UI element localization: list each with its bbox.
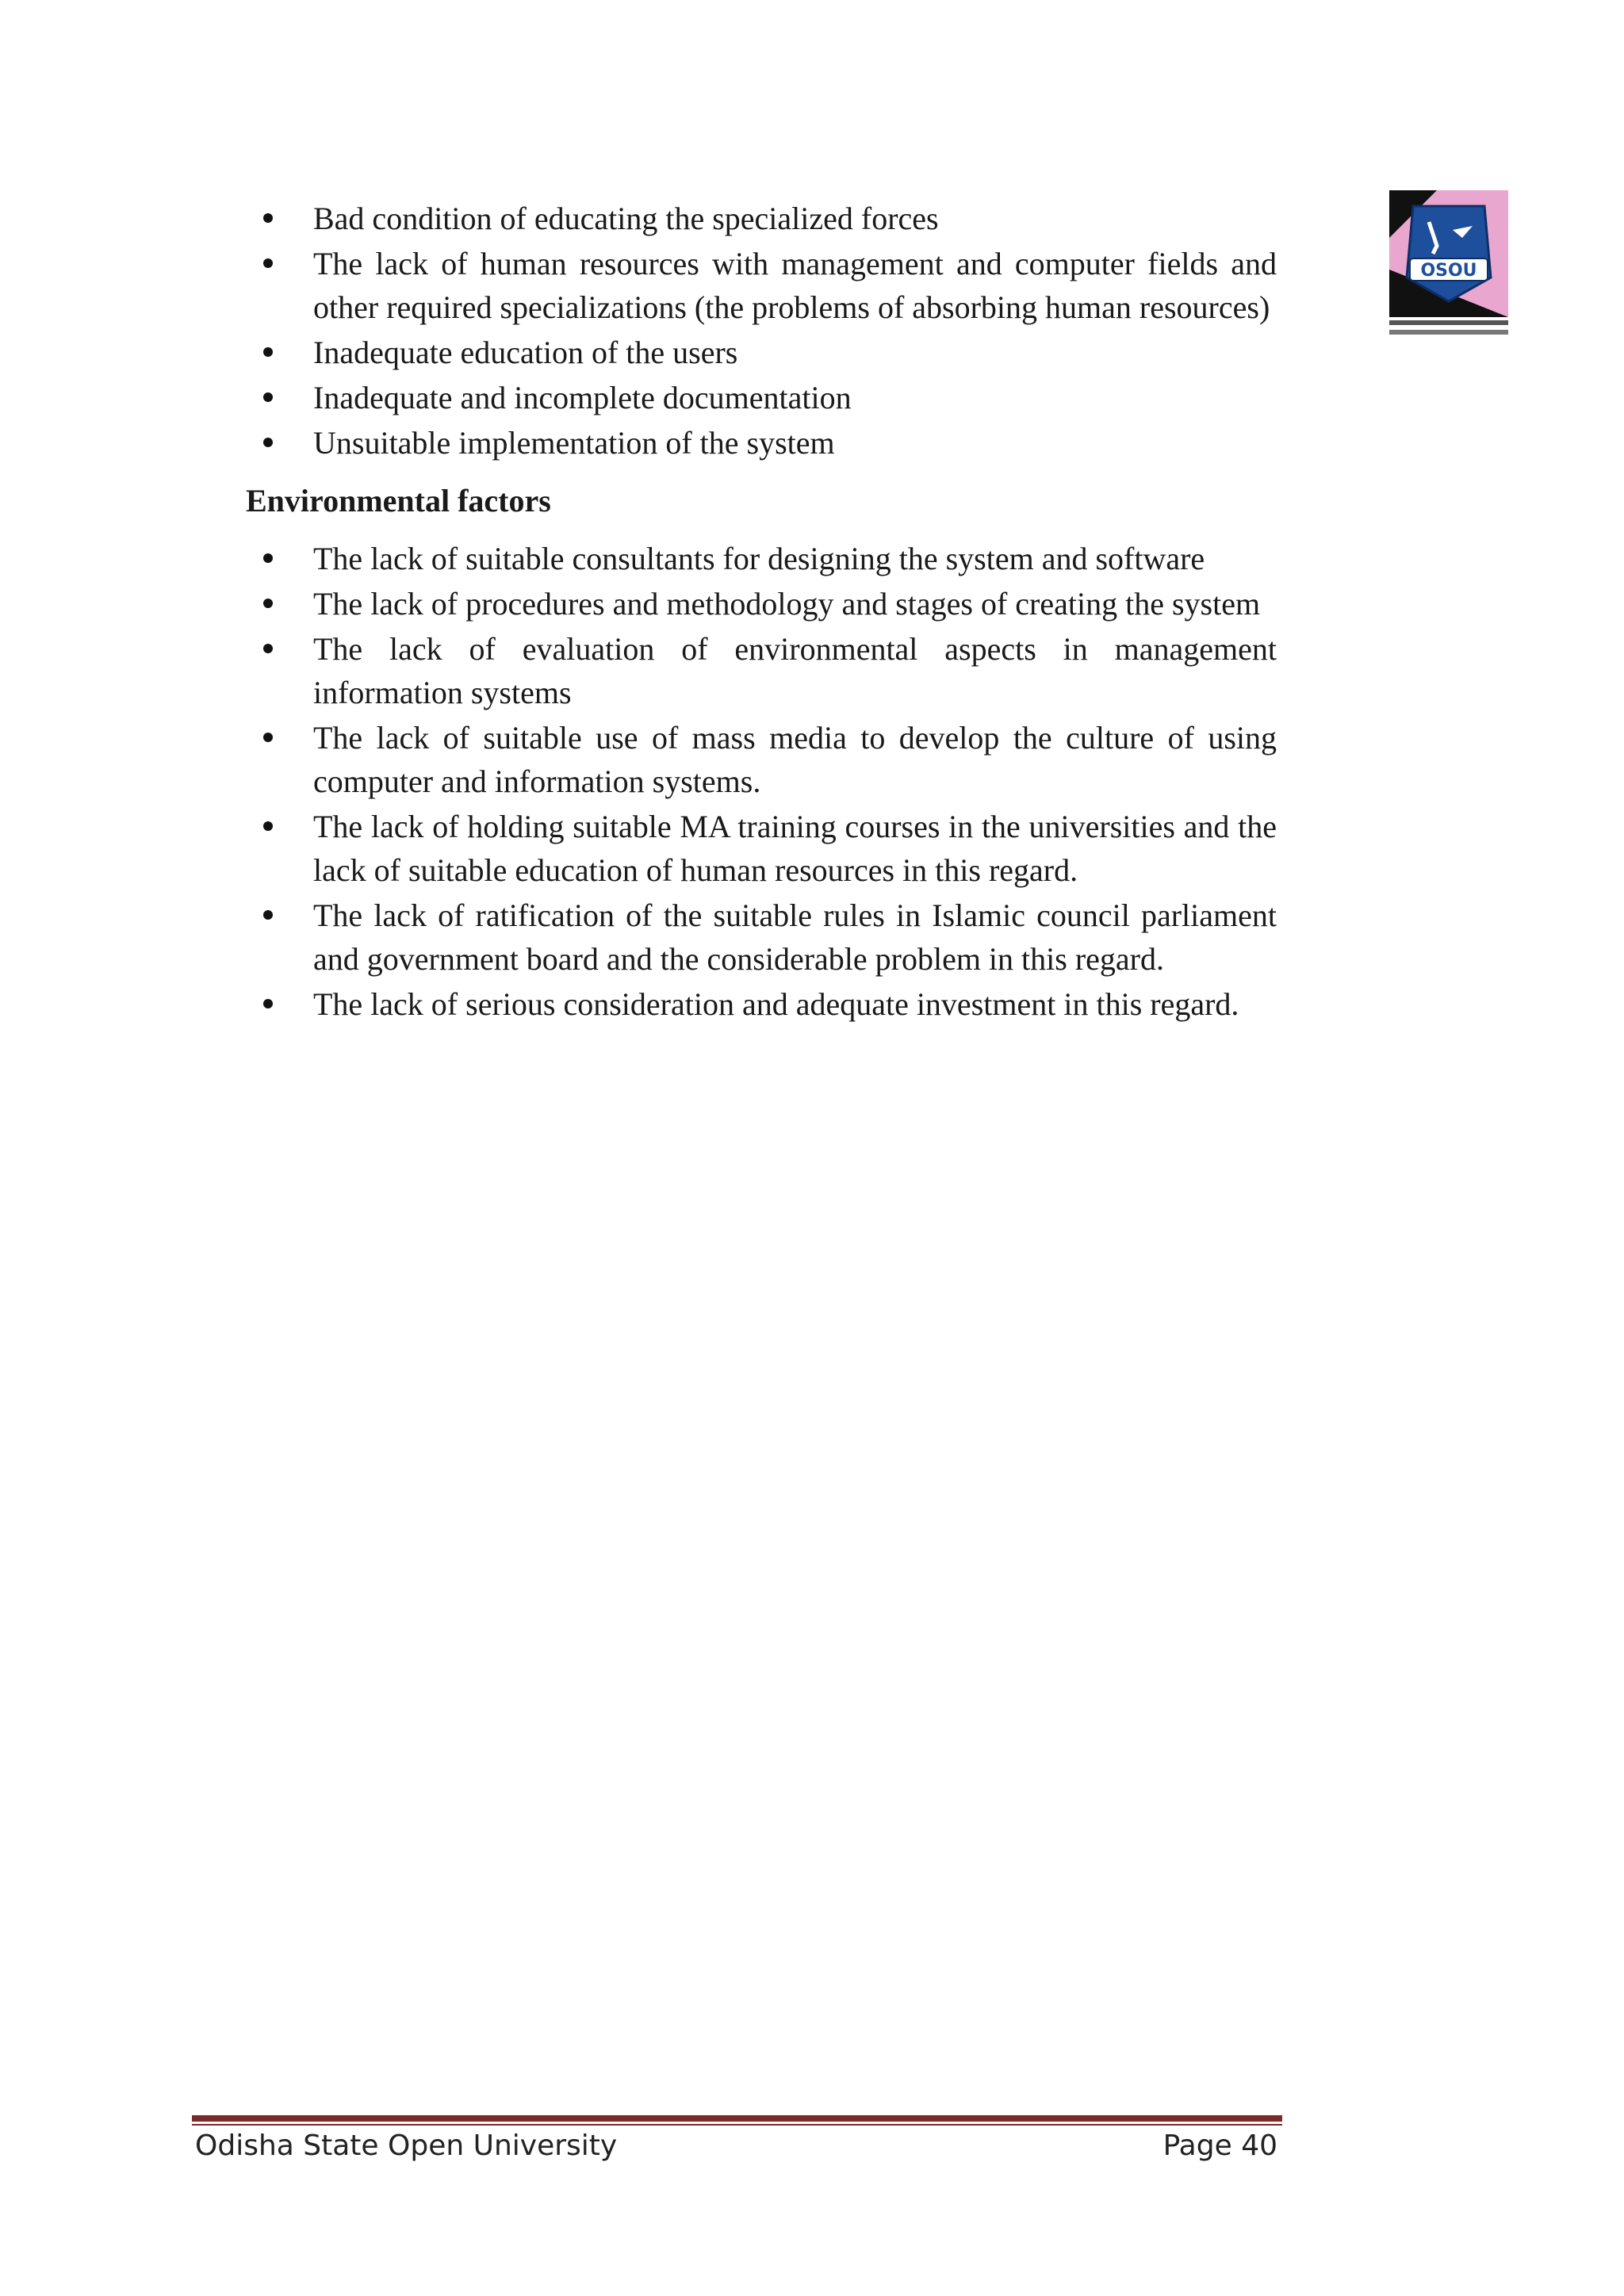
list-item: The lack of holding suitable MA training courses in the universities and the lack of suitable education of human resources in this regard. — [246, 805, 1277, 892]
bullet-icon — [263, 553, 273, 563]
university-logo — [1389, 190, 1508, 338]
bullet-icon — [263, 599, 273, 608]
list-item: The lack of suitable use of mass media to develop the culture of using computer and information systems. — [246, 716, 1277, 803]
bullet-icon — [263, 910, 273, 920]
bullet-list-1 — [246, 197, 1277, 465]
list-item: Unsuitable implementation of the system — [246, 421, 1277, 465]
list-item: The lack of serious consideration and adequate investment in this regard. — [246, 982, 1277, 1026]
logo-text: OSOU — [1420, 261, 1477, 281]
list-item: Inadequate and incomplete documentation — [246, 376, 1277, 419]
bullet-icon — [263, 213, 273, 223]
section-heading: Environmental factors — [246, 483, 551, 519]
list-item: The lack of suitable consultants for designing the system and software — [246, 537, 1277, 580]
bullet-icon — [263, 821, 273, 831]
list-item: Inadequate education of the users — [246, 331, 1277, 374]
bullet-icon — [263, 999, 273, 1008]
list-item: The lack of evaluation of environmental aspects in management information systems — [246, 627, 1277, 714]
list-item: Bad condition of educating the specialized forces — [246, 197, 1277, 240]
list-item: The lack of procedures and methodology and stages of creating the system — [246, 582, 1277, 626]
bullet-icon — [263, 733, 273, 742]
list-item: The lack of human resources with management and computer fields and other required specializations (the problems of absorbing human resources) — [246, 242, 1277, 329]
page-content — [246, 197, 1277, 1027]
osou-logo-icon — [1389, 190, 1508, 338]
bullet-list-2 — [246, 537, 1277, 1026]
bullet-icon — [263, 438, 273, 447]
page-number: Page 40 — [1162, 2130, 1277, 2162]
bullet-icon — [263, 392, 273, 402]
bullet-icon — [263, 258, 273, 268]
footer-university-name: Odisha State Open University — [195, 2130, 618, 2162]
footer-divider — [192, 2115, 1282, 2126]
list-item: The lack of ratification of the suitable rules in Islamic council parliament and government board and the considerable problem in this regard. — [246, 894, 1277, 981]
bullet-icon — [263, 347, 273, 357]
bullet-icon — [263, 644, 273, 653]
